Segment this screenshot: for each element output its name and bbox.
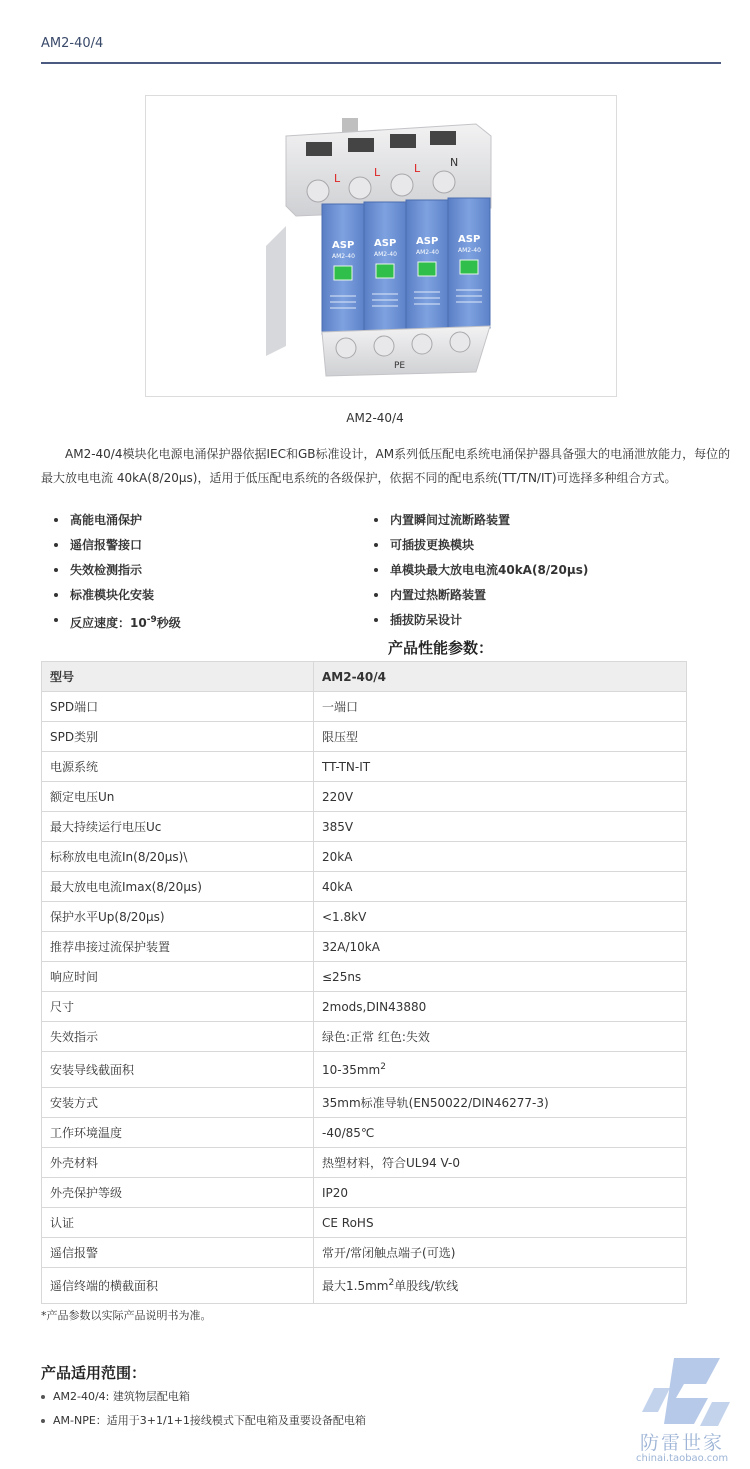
spec-value: 2mods,DIN43880 (314, 992, 687, 1022)
spec-param: SPD类别 (42, 722, 314, 752)
page-title: AM2-40/4 (41, 36, 104, 51)
spec-param: 保护水平Up(8/20μs) (42, 902, 314, 932)
spec-param: 尺寸 (42, 992, 314, 1022)
spec-param: 安装导线截面积 (42, 1052, 314, 1088)
rail-clip (342, 118, 358, 132)
wire-value: 10-35mm (322, 1063, 381, 1077)
header-param: 型号 (42, 662, 314, 692)
terminal-label-l2: L (374, 166, 381, 179)
table-row (42, 1052, 687, 1088)
module-model-4: AM2-40 (458, 247, 481, 254)
table-row (42, 932, 687, 962)
list-item: AM-NPE：适用于3+1/1+1接线模式下配电箱及重要设备配电箱 (41, 1411, 366, 1435)
header-value: AM2-40/4 (314, 662, 687, 692)
pe-label: PE (394, 361, 406, 371)
spec-value: 35mm标准导轨(EN50022/DIN46277-3) (314, 1088, 687, 1118)
table-row (42, 1148, 687, 1178)
table-row (42, 692, 687, 722)
wire-sup: 2 (380, 1062, 386, 1072)
scope-section-title: 产品适用范围： (41, 1364, 147, 1382)
spec-value: 32A/10kA (314, 932, 687, 962)
product-illustration (146, 96, 618, 398)
module-model-1: AM2-40 (332, 253, 355, 260)
product-photo (145, 95, 617, 397)
feature-item: 标准模块化安装 (54, 585, 181, 610)
table-row (42, 1178, 687, 1208)
spec-table-header (42, 662, 687, 692)
spec-value: CE RoHS (314, 1208, 687, 1238)
spec-param: 工作环境温度 (42, 1118, 314, 1148)
module-model-2: AM2-40 (374, 251, 397, 258)
side-housing (266, 226, 286, 356)
spec-param: 推荐串接过流保护装置 (42, 932, 314, 962)
table-row (42, 812, 687, 842)
spec-value: <1.8kV (314, 902, 687, 932)
spec-value: 385V (314, 812, 687, 842)
feature-item: 失效检测指示 (54, 560, 181, 585)
spec-param: 失效指示 (42, 1022, 314, 1052)
module-brand-2: ASP (374, 238, 397, 249)
spec-value: 220V (314, 782, 687, 812)
watermark-url: chinai.taobao.com (636, 1453, 729, 1464)
spec-value: TT-TN-IT (314, 752, 687, 782)
table-row (42, 1208, 687, 1238)
feature-item: 内置过热断路装置 (374, 585, 588, 610)
table-row (42, 842, 687, 872)
spec-value (314, 1052, 687, 1088)
module-brand-4: ASP (458, 234, 481, 245)
spec-value: IP20 (314, 1178, 687, 1208)
module-brand-1: ASP (332, 240, 355, 251)
feature-item: 高能电涌保护 (54, 510, 181, 535)
spec-value: 热塑材料，符合UL94 V-0 (314, 1148, 687, 1178)
table-row (42, 1022, 687, 1052)
table-row (42, 782, 687, 812)
feature-item: 内置瞬间过流断路装置 (374, 510, 588, 535)
title-divider (41, 62, 721, 64)
feature-item: 插拔防呆设计 (374, 610, 588, 635)
module-brand-3: ASP (416, 236, 439, 247)
spec-param: 响应时间 (42, 962, 314, 992)
spec-param: 最大持续运行电压Uc (42, 812, 314, 842)
remote-suffix: 单股线/软线 (394, 1279, 459, 1293)
spec-table (41, 661, 687, 1304)
watermark-text: 防雷世家 (640, 1432, 725, 1454)
spec-param: 最大放电电流Imax(8/20μs) (42, 872, 314, 902)
feature-item: 可插拔更换模块 (374, 535, 588, 560)
table-row (42, 992, 687, 1022)
spec-value: 常开/常闭触点端子(可选) (314, 1238, 687, 1268)
spec-param: 认证 (42, 1208, 314, 1238)
table-row (42, 1088, 687, 1118)
spec-param: 外壳材料 (42, 1148, 314, 1178)
feature-list-left (54, 510, 181, 635)
spec-param: 遥信终端的横截面积 (42, 1268, 314, 1304)
speed-prefix: 反应速度：10 (70, 616, 147, 630)
scope-list (41, 1387, 366, 1435)
speed-suffix: 秒级 (156, 616, 181, 630)
spec-value: 绿色:正常 红色:失效 (314, 1022, 687, 1052)
spec-value: 限压型 (314, 722, 687, 752)
spec-value: ≤25ns (314, 962, 687, 992)
terminal-label-l3: L (414, 162, 421, 175)
table-row (42, 902, 687, 932)
spec-param: 遥信报警 (42, 1238, 314, 1268)
terminal-label-n: N (450, 156, 459, 169)
table-row (42, 1118, 687, 1148)
intro-paragraph: AM2-40/4模块化电源电涌保护器依据IEC和GB标准设计，AM系列低压配电系统电涌保护器具备强大的电涌泄放能力，每位的最大放电电流 40kA(8/20μs)，适用于低压配电系统的各级保护，依据不同的配电系统(TT/TN/IT)可选择多种组合方式。 (41, 447, 731, 485)
spec-param: SPD端口 (42, 692, 314, 722)
module-model-3: AM2-40 (416, 249, 439, 256)
feature-item-speed (54, 610, 181, 635)
feature-item: 单模块最大放电电流40kA(8/20μs) (374, 560, 588, 585)
spec-value: 20kA (314, 842, 687, 872)
list-item: AM2-40/4: 建筑物层配电箱 (41, 1387, 366, 1411)
spec-value: 一端口 (314, 692, 687, 722)
spec-param: 电源系统 (42, 752, 314, 782)
table-row (42, 872, 687, 902)
spec-param: 外壳保护等级 (42, 1178, 314, 1208)
spec-param: 安装方式 (42, 1088, 314, 1118)
feature-item: 遥信报警接口 (54, 535, 181, 560)
spec-param: 标称放电电流In(8/20μs)\ (42, 842, 314, 872)
spec-footnote: *产品参数以实际产品说明书为准。 (41, 1309, 212, 1322)
spec-param: 额定电压Un (42, 782, 314, 812)
spec-section-title: 产品性能参数： (388, 639, 494, 657)
table-row (42, 1238, 687, 1268)
terminal-label-l1: L (334, 172, 341, 185)
spec-value: 40kA (314, 872, 687, 902)
table-row (42, 962, 687, 992)
spec-value (314, 1268, 687, 1304)
product-caption: AM2-40/4 (346, 411, 404, 425)
table-row (42, 1268, 687, 1304)
feature-list-right (374, 510, 588, 635)
spec-value: -40/85℃ (314, 1118, 687, 1148)
table-row (42, 752, 687, 782)
remote-prefix: 最大1.5mm (322, 1279, 389, 1293)
remote-sup: 2 (388, 1278, 395, 1288)
table-row (42, 722, 687, 752)
speed-exponent: -9 (146, 615, 157, 625)
